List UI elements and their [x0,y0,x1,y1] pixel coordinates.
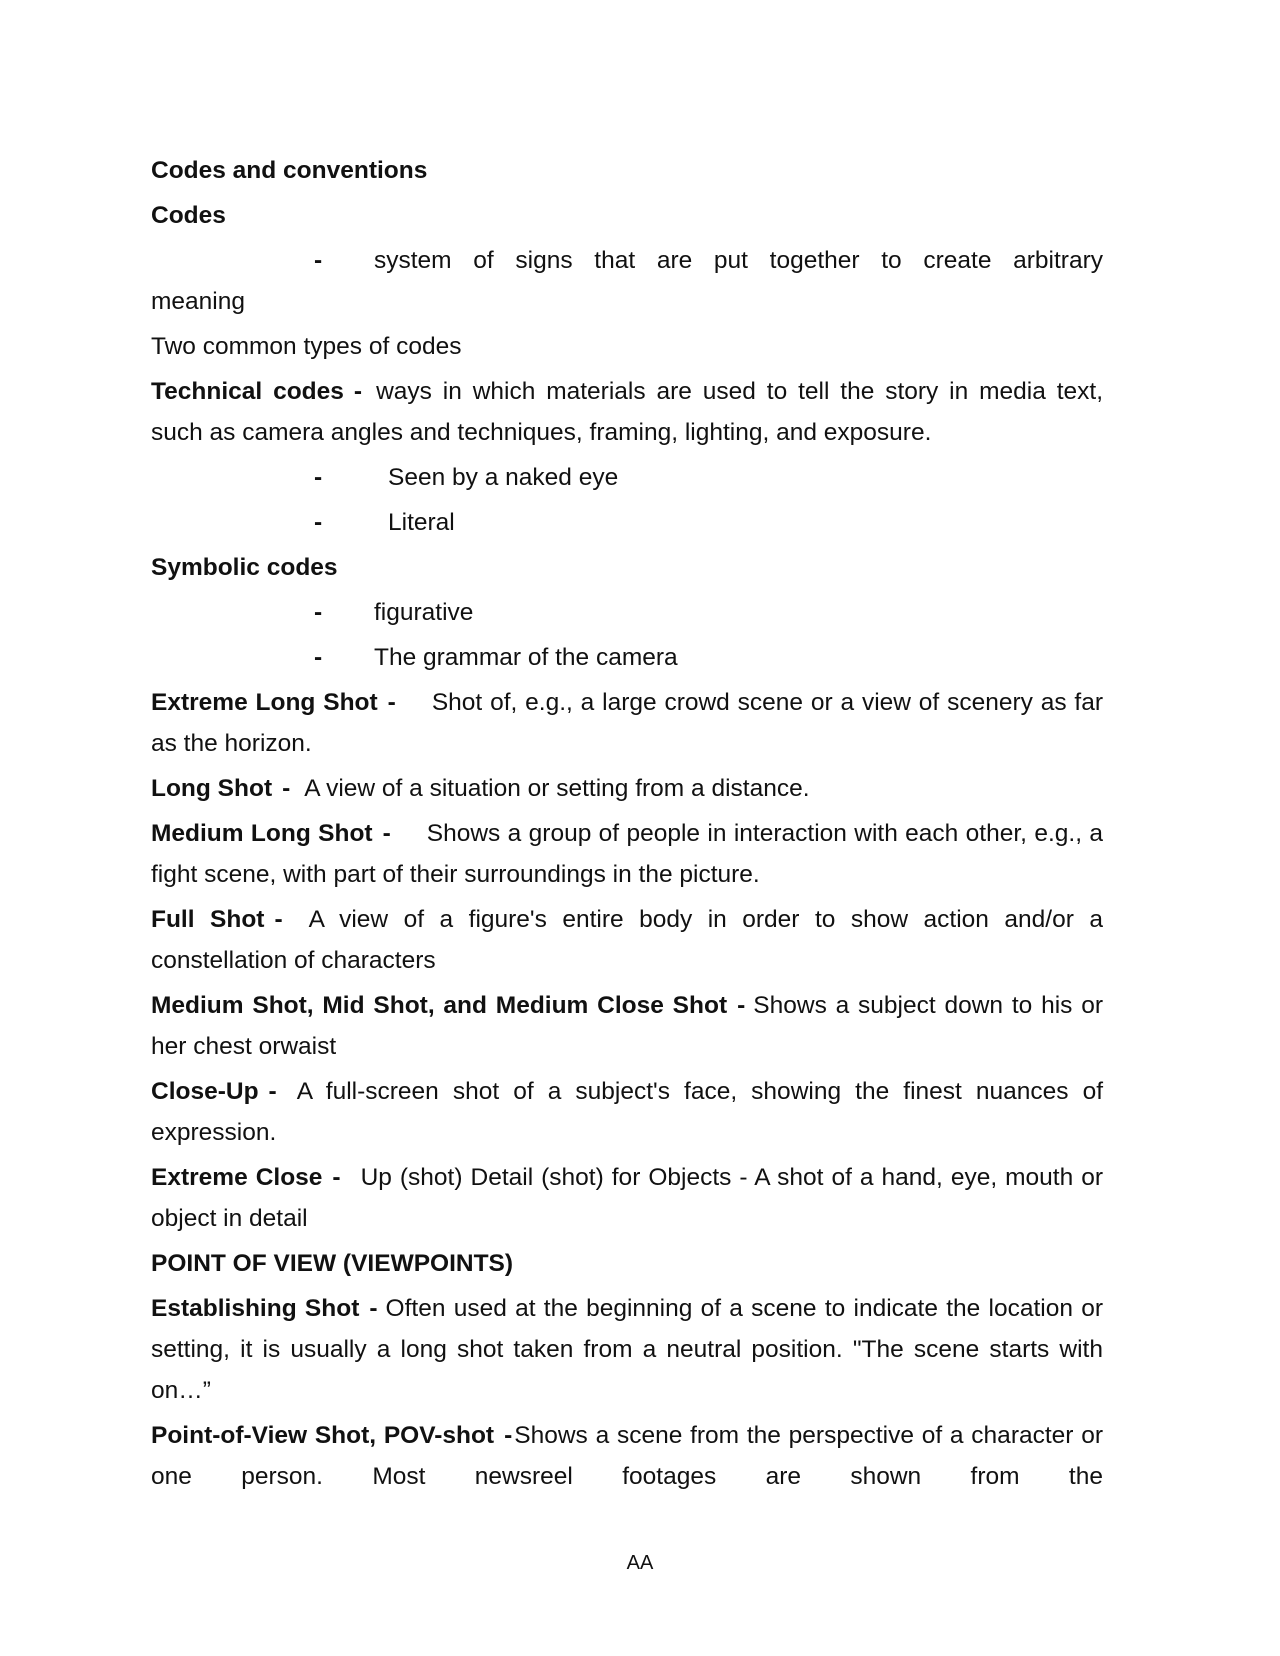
dash-bullet: - [314,644,323,671]
dash-bullet: - [314,247,323,274]
entry-establishing-shot [151,1288,1103,1411]
entry-definition: Shows a scene from the perspective of a character or one person. Most newsreel footages are shown from the [151,1422,1103,1490]
technical-bullet-2: Literal [388,509,455,536]
list-item [151,637,1103,678]
codes-definition-line1: system of signs that are put together to create arbitrary [374,247,1103,274]
entry-definition: A view of a situation or setting from a distance. [304,775,810,802]
pov-heading: POINT OF VIEW (VIEWPOINTS) [151,1250,514,1277]
entry-term: Long Shot [151,775,273,802]
entry-definition: A view of a figure's entire body in order to show action and/or a constellation of characters [151,906,1103,974]
entry-term: Full Shot [151,906,265,933]
entry-long-shot [151,768,1103,809]
entry-term: Extreme Long Shot [151,689,378,716]
entry-term: Medium Shot, Mid Shot, and Medium Close Shot [151,992,728,1019]
page-title: Codes and conventions [151,157,428,184]
technical-codes-entry [151,371,1103,453]
codes-definition-line2: meaning [151,288,245,315]
codes-definition [151,240,1103,281]
symbolic-bullet-1: figurative [374,599,474,626]
entry-definition: A full-screen shot of a subject's face, showing the finest nuances of expression. [151,1078,1103,1146]
dash-separator: - [737,992,746,1019]
page-footer: AA [626,1552,654,1574]
dash-bullet: - [314,464,323,491]
technical-codes-definition: ways in which materials are used to tell the story in media text, such as camera angles and techniques, framing, lighting, and exposure. [151,378,1103,446]
entry-pov-shot [151,1415,1103,1497]
entry-definition: Up (shot) Detail (shot) for Objects - A shot of a hand, eye, mouth or object in detail [151,1164,1103,1232]
codes-heading: Codes [151,202,226,229]
entry-term: Medium Long Shot [151,820,373,847]
dash-separator: - [382,820,391,847]
dash-separator: - [353,378,363,405]
list-item [151,457,1103,498]
dash-separator: - [369,1295,378,1322]
dash-bullet: - [314,509,323,536]
entry-term: Establishing Shot [151,1295,360,1322]
dash-bullet: - [314,599,323,626]
list-item [151,502,1103,543]
dash-separator: - [387,689,396,716]
entry-definition: Shows a subject down to his or her chest orwaist [151,992,1103,1060]
technical-codes-term: Technical codes [151,378,344,405]
list-item [151,592,1103,633]
dash-separator: - [504,1422,513,1449]
dash-separator: - [274,906,283,933]
symbolic-bullet-2: The grammar of the camera [374,644,678,671]
entry-close-up [151,1071,1103,1153]
symbolic-codes-heading: Symbolic codes [151,554,338,581]
entry-extreme-close [151,1157,1103,1239]
technical-bullet-1: Seen by a naked eye [388,464,619,491]
entry-extreme-long-shot [151,682,1103,764]
entry-term: Extreme Close [151,1164,323,1191]
dash-separator: - [282,775,291,802]
entry-full-shot [151,899,1103,981]
entry-medium-shot [151,985,1103,1067]
entry-definition: Shows a group of people in interaction with each other, e.g., a fight scene, with part of their surroundings in the picture. [151,820,1104,888]
dash-separator: - [332,1164,341,1191]
dash-separator: - [268,1078,277,1105]
two-common-types: Two common types of codes [151,333,462,360]
document-page [151,150,1103,1501]
entry-definition: Often used at the beginning of a scene to indicate the location or setting, it is usually a long shot taken from a neutral position. "The scene starts with on…” [151,1295,1104,1404]
entry-term: Close-Up [151,1078,259,1105]
entry-definition: Shot of, e.g., a large crowd scene or a view of scenery as far as the horizon. [151,689,1103,757]
entry-term: Point-of-View Shot, POV-shot [151,1422,495,1449]
entry-medium-long-shot [151,813,1103,895]
